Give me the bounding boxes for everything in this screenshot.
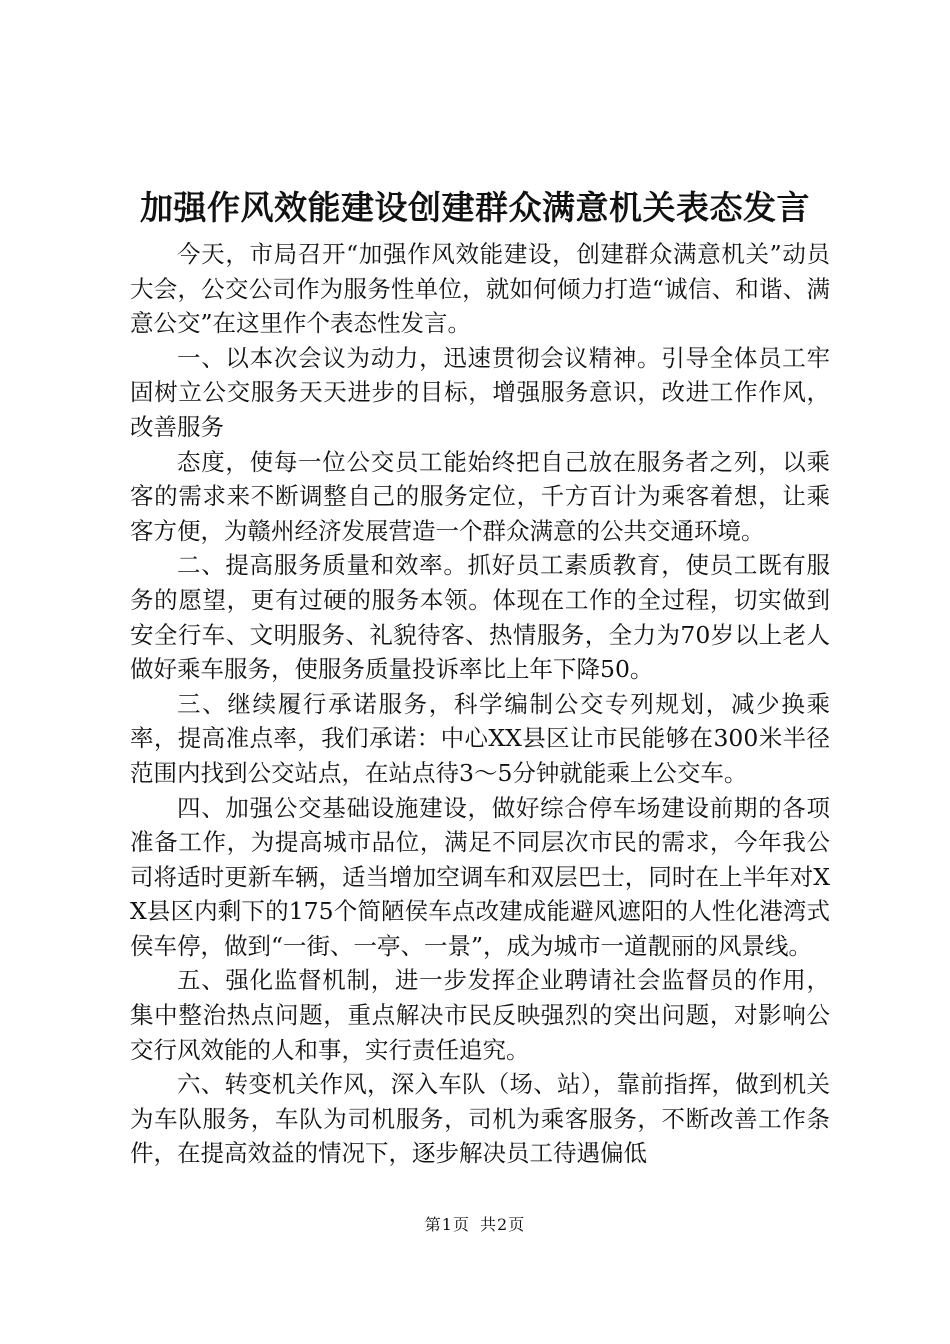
page-number: 第1页 xyxy=(424,1215,470,1234)
paragraph-item-1: 一、以本次会议为动力，迅速贯彻会议精神。引导全体员工牢固树立公交服务天天进步的目标，增强服务意识，改进工作作风，改善服务 xyxy=(130,343,830,441)
paragraph-item-6: 六、转变机关作风，深入车队（场、站），靠前指挥，做到机关为车队服务，车队为司机服务，司机为乘客服务，不断改善工作条件，在提高效益的情况下，逐步解决员工待遇偏低 xyxy=(130,1070,830,1168)
paragraph-item-3: 三、继续履行承诺服务，科学编制公交专列规划，减少换乘率，提高准点率，我们承诺：中心XX县区让市民能够在300米半径范围内找到公交站点，在站点待3～5分钟就能乘上公交车。 xyxy=(130,689,830,787)
document-body xyxy=(130,237,830,1171)
paragraph-item-1-continued: 态度，使每一位公交员工能始终把自己放在服务者之列，以乘客的需求来不断调整自己的服务定位，千方百计为乘客着想，让乘客方便，为赣州经济发展营造一个群众满意的公共交通环境。 xyxy=(130,447,830,545)
paragraph-item-5: 五、强化监督机制，进一步发挥企业聘请社会监督员的作用，集中整治热点问题，重点解决市民反映强烈的突出问题，对影响公交行风效能的人和事，实行责任追究。 xyxy=(130,966,830,1064)
page-title: 加强作风效能建设创建群众满意机关表态发言 xyxy=(140,188,810,227)
page-footer xyxy=(0,1214,950,1236)
paragraph-item-4: 四、加强公交基础设施建设，做好综合停车场建设前期的各项准备工作，为提高城市品位，满足不同层次市民的需求，今年我公司将适时更新车辆，适当增加空调车和双层巴士，同时在上半年对XX县区内剩下的175个简陋侯车点改建成能避风遮阳的人性化港湾式侯车停，做到“一街、一亭、一景”，成为城市一道靓丽的风景线。 xyxy=(130,793,830,960)
paragraph-intro: 今天，市局召开“加强作风效能建设，创建群众满意机关”动员大会，公交公司作为服务性单位，就如何倾力打造“诚信、和谐、满意公交”在这里作个表态性发言。 xyxy=(130,240,830,338)
paragraph-item-2: 二、提高服务质量和效率。抓好员工素质教育，使员工既有服务的愿望，更有过硬的服务本领。体现在工作的全过程，切实做到安全行车、文明服务、礼貌待客、热情服务，全力为70岁以上老人做好乘车服务，使服务质量投诉率比上年下降50。 xyxy=(130,551,830,684)
page-total: 共2页 xyxy=(480,1215,526,1234)
